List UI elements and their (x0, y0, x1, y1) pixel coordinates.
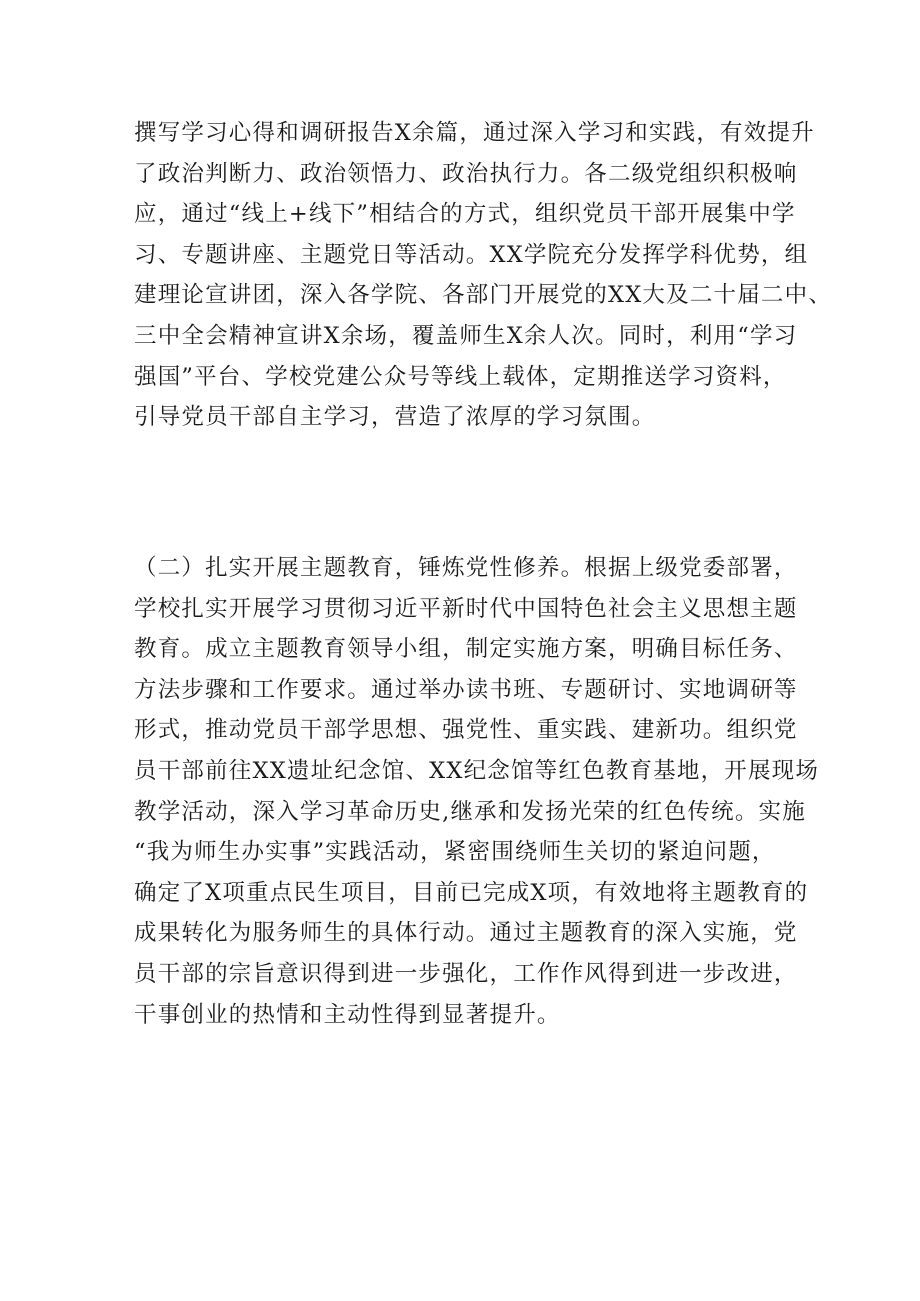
paragraph-line: “我为师生办实事”实践活动，紧密围绕师生关切的紧迫问题， (134, 839, 776, 866)
paragraph-line: 学校扎实开展学习贯彻习近平新时代中国特色社会主义思想主题 (134, 595, 798, 622)
paragraph-line: 形式，推动党员干部学思想、强党性、重实践、建新功。组织党 (134, 717, 798, 744)
paragraph-line: 建理论宣讲团，深入各学院、各部门开展党的XX大及二十届二中、 (134, 282, 833, 309)
paragraph-line: 方法步骤和工作要求。通过举办读书班、专题研讨、实地调研等 (134, 676, 798, 703)
paragraph-2 (134, 548, 820, 1035)
paragraph-line: 员干部的宗旨意识得到进一步强化，工作作风得到进一步改进， (134, 960, 798, 987)
paragraph-line: 成果转化为服务师生的具体行动。通过主题教育的深入实施，党 (134, 920, 798, 947)
paragraph-line: 了政治判断力、政治领悟力、政治执行力。各二级党组织积极响 (134, 160, 798, 187)
paragraph-line: 三中全会精神宣讲X余场，覆盖师生X余人次。同时，利用“学习 (134, 322, 798, 349)
paragraph-line: 应，通过“线上+线下”相结合的方式，组织党员干部开展集中学 (134, 201, 796, 228)
paragraph-line: 强国”平台、学校党建公众号等线上载体，定期推送学习资料， (134, 363, 787, 390)
paragraph-line: 引导党员干部自主学习，营造了浓厚的学习氛围。 (134, 404, 656, 431)
paragraph-line: 员干部前往XX遗址纪念馆、XX纪念馆等红色教育基地，开展现场 (134, 757, 820, 784)
paragraph-line: 撰写学习心得和调研报告X余篇，通过深入学习和实践，有效提升 (134, 120, 815, 146)
paragraph-line: 干事创业的热情和主动性得到显著提升。 (134, 1001, 561, 1028)
paragraph-line: 确定了X项重点民生项目，目前已完成X项，有效地将主题教育的 (134, 879, 809, 906)
section-heading-line: （二）扎实开展主题教育，锤炼党性修养。根据上级党委部署， (134, 555, 798, 581)
paragraph-line: 教育。成立主题教育领导小组，制定实施方案，明确目标任务、 (134, 636, 798, 663)
paragraph-line: 教学活动，深入学习革命历史,继承和发扬光荣的红色传统。实施 (134, 798, 806, 825)
paragraph-line: 习、专题讲座、主题党日等活动。XX学院充分发挥学科优势，组 (134, 241, 809, 268)
paragraph-1 (134, 113, 833, 438)
